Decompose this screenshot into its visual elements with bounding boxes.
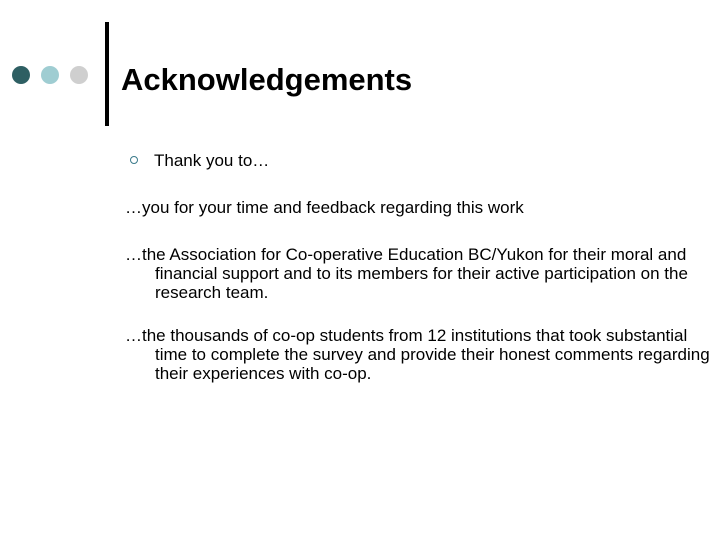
acknowledgement-paragraph-1: …you for your time and feedback regarding this work: [125, 198, 524, 217]
light-teal-dot-icon: [41, 66, 59, 84]
gray-dot-icon: [70, 66, 88, 84]
acknowledgement-paragraph-2: …the Association for Co-operative Education BC/Yukon for their moral and financial support and to its members for their active participation on the research team.: [125, 245, 688, 302]
acknowledgement-paragraph-3: …the thousands of co-op students from 12 institutions that took substantial time to complete the survey and provide their honest comments regarding their experiences with co-op.: [125, 326, 710, 383]
hollow-circle-bullet-icon: [130, 156, 138, 164]
decorative-dots: [12, 66, 96, 84]
title-divider: [105, 22, 109, 126]
dark-teal-dot-icon: [12, 66, 30, 84]
bullet-text: Thank you to…: [154, 151, 270, 170]
bullet-item: [130, 150, 269, 172]
slide-title: Acknowledgements: [121, 62, 413, 97]
